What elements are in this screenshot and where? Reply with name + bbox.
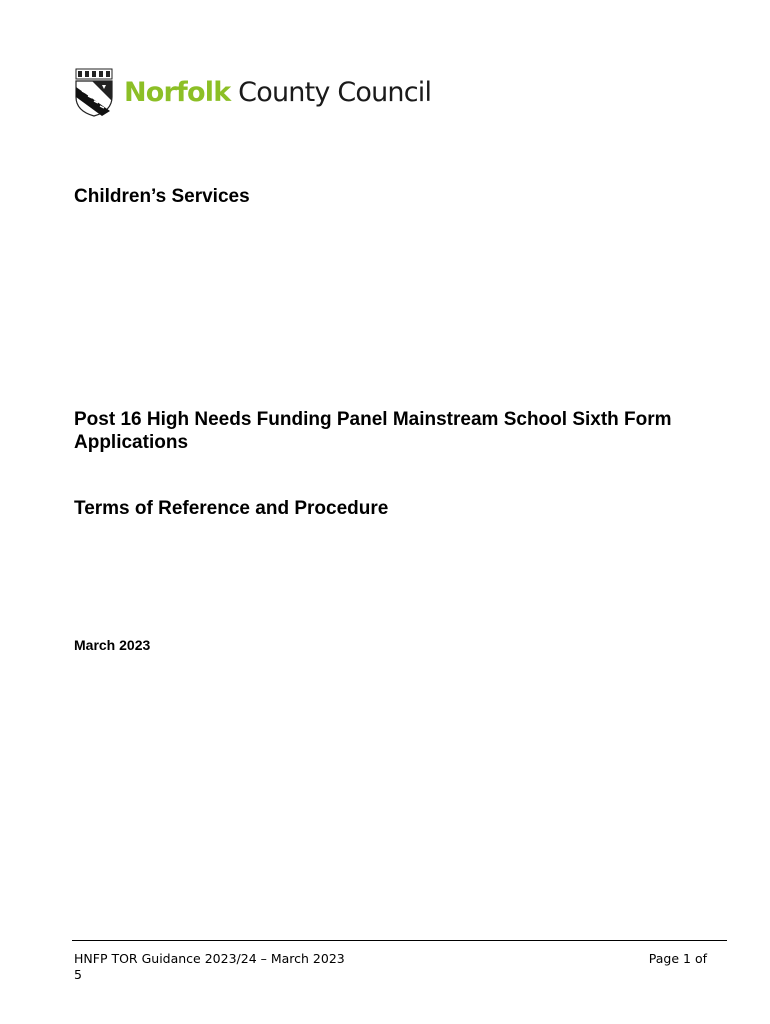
document-title: Post 16 High Needs Funding Panel Mainstream School Sixth Form Applications xyxy=(74,409,672,453)
council-name xyxy=(124,76,432,108)
footer-divider xyxy=(72,940,727,941)
footer-page-label: Page 1 of xyxy=(648,951,707,966)
council-name-part1: Norfolk xyxy=(124,76,231,108)
document-subtitle: Terms of Reference and Procedure xyxy=(74,498,389,519)
council-name-part2-text: County Council xyxy=(238,76,432,108)
norfolk-crest-icon xyxy=(74,67,114,117)
council-name-part2 xyxy=(230,77,431,108)
council-logo xyxy=(74,67,431,117)
footer-document-reference: HNFP TOR Guidance 2023/24 – March 2023 xyxy=(74,951,345,966)
footer-page-total: 5 xyxy=(74,967,82,982)
document-date: March 2023 xyxy=(74,637,151,653)
department-heading: Children’s Services xyxy=(74,186,250,207)
